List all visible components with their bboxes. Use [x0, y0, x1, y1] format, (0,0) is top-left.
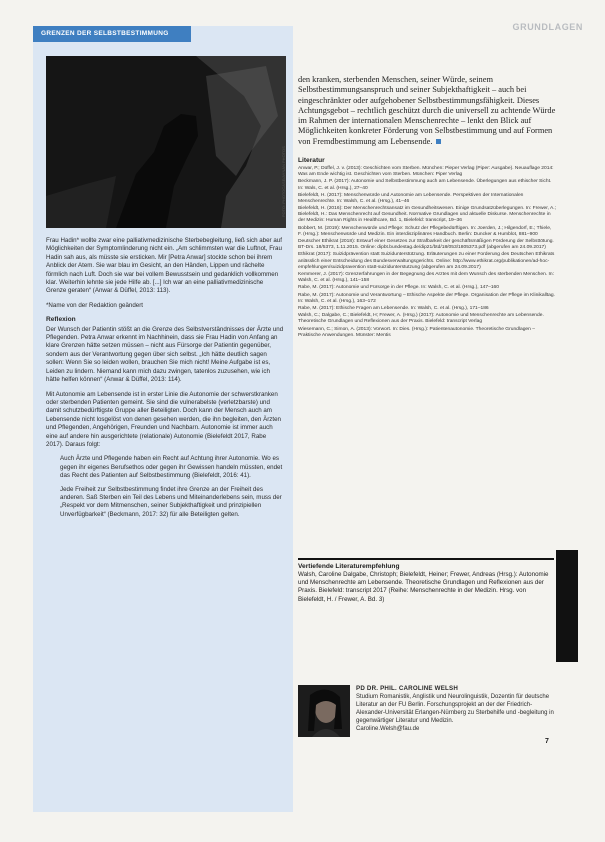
- section-label: GRUNDLAGEN: [512, 22, 583, 32]
- consequences-list: [60, 455, 284, 519]
- literature-item: Wiesemann, C.; Simon, A. (2013): Vorwort. In: Dies. (Hrsg.): Patientenautonomie. Theoretische Grundlagen – Praktische Anwendungen. Münster: Mentis: [298, 326, 535, 338]
- photo-credit: FOTO: PHOTOCASE/AYNAN PHOTOS: [281, 146, 286, 217]
- autonomy-paragraph: Mit Autonomie am Lebensende ist in erster Linie die Autonomie der schwerstkranken oder sterbenden Patienten gemeint. Sie sind die vulnerabelste (verletzbarste) und damit schutzbedürftigste Gruppe aller Beteiligten. Doch kann der Mensch auch am Lebensende nicht losgelöst von denen gesehen werden, die ihn begleiten, den Ärzten und Pflegenden, Angehörigen, Freunden und Nachbarn. Autonomie ist immer auch eine auf andere hin ausgerichtete (relationale) Autonomie (Bielefeldt 2017, Rabe 2017). Daraus folgt:: [46, 390, 281, 448]
- end-mark-icon: [436, 139, 441, 144]
- name-footnote: *Name von der Redaktion geändert: [46, 301, 143, 309]
- literature-item: Bielefeldt, H. (2017): Menschenwürde und Autonomie am Lebensende. Perspektiven der Internationalen Menschenrechte. In: Walsh, C. et al. (Hrsg.), 41–46: [298, 192, 524, 204]
- page-number: 7: [545, 738, 549, 745]
- reflexion-heading: Reflexion: [46, 316, 76, 324]
- literature-item: Walsh, C.; Dalgabe, C.; Bielefeldt, H; Frewer, A. (Hrsg.) (2017): Autonomie und Menschenrechte am Lebensende. Theoretische Grundlagen und Reflexionen aus der Praxis. Bielefeld: transcript Verlag: [298, 313, 544, 325]
- author-box: [298, 685, 558, 740]
- further-reading-heading: Vertiefende Literaturempfehlung: [298, 563, 400, 570]
- silhouette-photo: [46, 56, 286, 228]
- literature-item: Bobbert, M. (2019): Menschenwürde und Pflege: Schutz der Pflegebedürftigen. In: Joerden, J.; Hilgendorf, E.; Thiele, F. (Hrsg.): Menschenwürde und Medizin. Ein interdisziplinäres Handbuch. Berlin: Duncker & Humblot, 881–900: [298, 225, 552, 237]
- literature-heading: Literatur: [298, 157, 325, 165]
- literature-item: Rabe, M. (2017): Ethische Fragen am Lebensende. In: Walsh, C. et al. (Hrsg.), 171–186: [298, 305, 489, 311]
- left-column: [46, 237, 284, 524]
- author-text: [356, 685, 556, 733]
- literature-item: Ethikrat (2017): Suizidprävention statt Suizidunterstützung. Erläuterungen zu einer Forderung des Deutschen Ethikrats anlässlich einer Entscheidung des Bundesverwaltungsgerichts. Online: http://www.ethikrat.org/publikationen/ad-hoc-empfehlungen/suizidpravention statt-suizidunterstutzung (abgerufen am 24.09.2017): [298, 252, 555, 270]
- author-name: PD DR. PHIL. CAROLINE WELSH: [356, 685, 458, 692]
- literature-item: Beckmann, J. P. (2017): Autonomie und Selbstbestimmung auch am Lebensende. Überlegungen aus ethischer Sicht. In: Wals, C. et al. (Hrsg.), 27–40: [298, 179, 552, 191]
- reflexion-paragraph: Der Wunsch der Patientin stößt an die Grenze des Selbstverständnisses der Ärzte und Pflegenden. Petra Anwar erkennt im Nachhinein, dass sie Frau Hadin von Anfang an klare Grenzen hätte setzen müssen – nicht aus Fürsorge der Patientin gegenüber, sondern aus der Verantwortung gegen über sich selbst. „Ich hätte deutlich sagen sollen: Wenn Sie so leiden wollen, brauchen Sie mich nicht! Meine Aufgabe ist es, Leiden zu lindern. Niemand kann mich dazu zwingen, tatenlos zuzusehen, wie ich hätte helfen können“ (Anwar & Düffel, 2013: 114).: [46, 325, 284, 384]
- list-item: Jede Freiheit zur Selbstbestimmung findet ihre Grenze an der Freiheit des anderen. Saß Sterben ein Teil des Lebens und Miteinanderlebens sein, muss der „Respekt vor dem Mitmenschen, seiner Subjekthaftigkeit und prinzipiellen Unverfügbarkeit“ (Beckmann, 2017: 32) für alle Beteiligten gelten.: [60, 485, 282, 518]
- literature-item: Anwar, P.; Düffel, J. v. (2013): Geschichten vom Sterben. München: Pieper Verlag (Piper: Ausgabe). Neuauflage 2014: Was am Ende wichtig ist. Geschichten vom Sterben. München: Piper Verlag: [298, 166, 554, 178]
- literature-list: [298, 166, 556, 339]
- literature-item: Rabe, M. (2017): Autonomie und Verantwortung – Ethische Aspekte der Pflege. Organisation der Pflege im Klinikalltag. In: Walsh, C. et al. (Hrsg.), 163–172: [298, 292, 555, 304]
- author-email: Caroline.Welsh@fau.de: [356, 726, 420, 732]
- box-title: GRENZEN DER SELBSTBESTIMMUNG: [33, 26, 191, 42]
- portrait-illustration: [298, 685, 350, 737]
- literature-item: Kemmerer, J. (2017): Grenzerfahrungen in der Begegnung des Arztes mit dem Wunsch des sterbenden Menschen. In: Walsh, C. et al. (Hrsg.), 141–158: [298, 271, 554, 283]
- author-bio: Studium Romanistik, Anglistik und Neurolinguistik, Dozentin für deutsche Literatur an der FU Berlin. Forschungsprojekt an der der Friedrich-Alexander-Universität Erlangen-Nürnberg zu Sterbehilfe und -begleitung in gegenwärtiger Literatur und Medizin.: [356, 694, 554, 724]
- silhouette-illustration: [46, 56, 286, 228]
- list-item: Auch Ärzte und Pflegende haben ein Recht auf Achtung ihrer Autonomie. Wo es gegen ihr eigenes Berufsethos oder gegen ihr Gewissen handeln müssten, endet das Recht des Patienten auf Selbstbestimmung (Bielefeldt, 2016: 41).: [60, 455, 283, 480]
- intro-paragraph: den kranken, sterbenden Menschen, seiner Würde, seinem Selbstbestimmungsanspruch und seiner Subjekthaftigkeit – auch bei eingeschränkter oder aufgehobener Selbstbestimmungsfähigkeit. Dieses Achtungsgebot – rechtlich geschützt durch die universell zu achtende Würde im Rahmen der internationalen Menschenrechte – lenkt den Blick auf Möglichkeiten konkreter Förderung von Selbstbestimmung und auf Formen von Fremdbestimmung am Lebensende.: [298, 75, 556, 146]
- further-reading-text: Walsh, Caroline Dalgabe, Christoph; Bielefeldt, Heiner; Frewer, Andreas (Hrsg.): Autonomie und Menschenrechte am Lebensende. Theoretische Grundlagen und Reflexionen aus der Praxis. Bielefeld: transcript 2017 (Reihe: Menschenrechte in der Medizin. Hrsg. von Bielefeldt, H. / Frewer, A. Bd. 3): [298, 571, 549, 603]
- right-column: [298, 75, 556, 340]
- literature-item: Bielefeldt, H. (2016): Der Menschenrechtsansatz im Gesundheitswesen. Einige Grundsatzüberlegungen. In: Frewer, A.; Bielefeldt, H.: Das Menschenrecht auf Gesundheit. Normative Grundlagen und aktuelle Diskurse. Menschenrechte in der Medizin: Human Rights in Healthcare, Bd. 1, Bielefeld: transcript, 19–36: [298, 206, 556, 224]
- author-photo: [298, 685, 350, 737]
- further-reading-box: [298, 558, 554, 670]
- literature-item: Deutscher Ethikrat (2018): Entwurf einer Gesetzes zur Strafbarkeit der geschäftsmäßigen Förderung der Selbsttötung. BT-Drs. 18/5373, 1.11.2015. Online: dipbt.bundestag.de/dip21/btd/18/053/1805373.pdf (abgerufen am 24.09.2017): [298, 239, 554, 251]
- literature-item: Rabe, M. (2017): Autonomie und Fürsorge in der Pflege. In: Walsh, C. et al. (Hrsg.), 147–160: [298, 285, 499, 291]
- case-paragraph: Frau Hadin* wollte zwar eine palliativmedizinische Sterbebegleitung, ließ sich aber auf Möglichkeiten der Symptomlinderung nicht ein. „Am schlimmsten war die Luftnot, Frau Hadin sah aus, als müsste sie ersticken. Mir [Petra Anwar] stockte schon bei ihrem Anblick der Atem. Sie war blau im Gesicht, an den Händen, Lippen und rächelte förmlich nach Luft. Doch sie war bei vollem Bewusstsein und gedanklich vollkommen klar. Weiterhin lehnte sie jede Hilfe ab. [...] Ich war an eine palliativmedizinische Grenze geraten“ (Anwar & Düffel, 2013: 113).: [46, 237, 282, 295]
- decorative-block: [556, 550, 578, 662]
